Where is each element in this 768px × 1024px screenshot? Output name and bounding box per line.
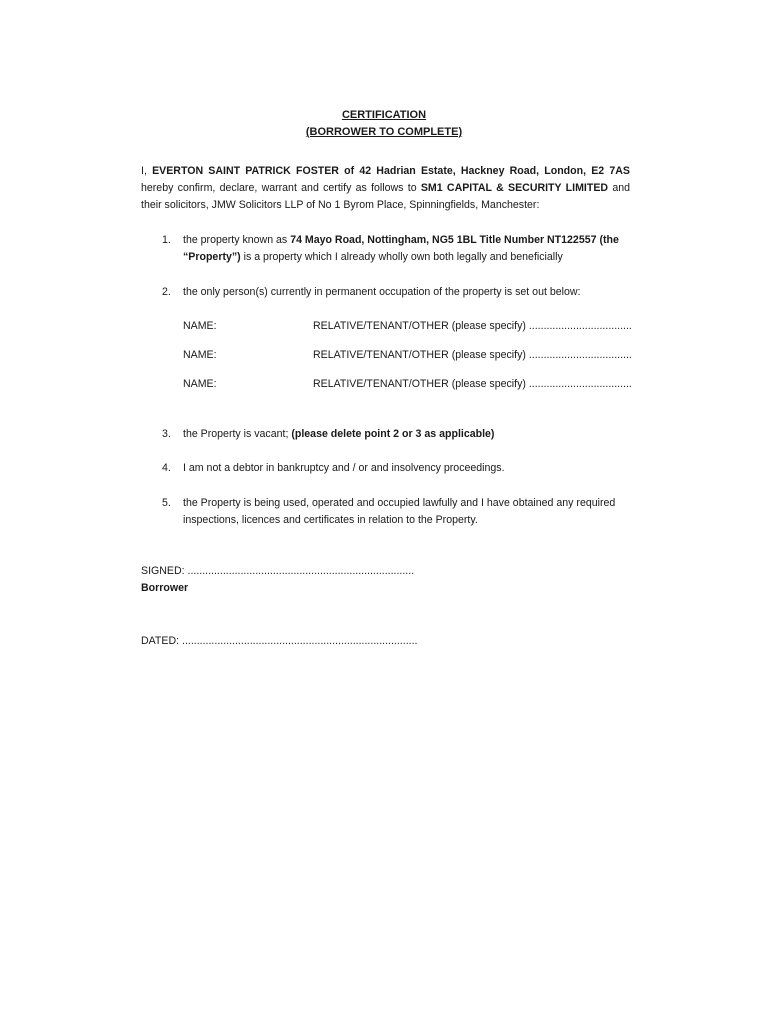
signer-role: Borrower <box>141 582 189 594</box>
item-number: 3. <box>162 428 171 440</box>
lender-name: SM1 CAPITAL & SECURITY LIMITED <box>420 182 609 194</box>
item-number: 4. <box>162 462 171 474</box>
borrower-details: EVERTON SAINT PATRICK FOSTER of 42 Hadrian Estate, Hackney Road, London, E2 7AS <box>152 165 630 177</box>
item-text <box>183 232 635 266</box>
dated-line: DATED: ................................................................................ <box>141 635 418 647</box>
intro-prefix: I, <box>141 165 153 177</box>
delete-note: (please delete point 2 or 3 as applicable) <box>291 428 495 440</box>
signed-line: SIGNED: ............................................................................. <box>141 565 415 577</box>
occupant-relation-field: RELATIVE/TENANT/OTHER (please specify) ................................... <box>313 349 632 361</box>
item-post: is a property which I already wholly own both legally and beneficially <box>240 251 563 263</box>
item-pre: the property known as <box>183 234 291 246</box>
occupant-name-label: NAME: <box>183 320 217 332</box>
item-text <box>183 426 635 443</box>
intro-suffix: and their solicitors, JMW Solicitors LLP of No 1 Byrom Place, Spinningfields, Manchester: <box>141 182 630 211</box>
item-text: the only person(s) currently in permanent occupation of the property is set out below: <box>183 286 581 298</box>
item-text: I am not a debtor in bankruptcy and / or and insolvency proceedings. <box>183 462 505 474</box>
item-pre: the Property is vacant; <box>183 428 292 440</box>
occupant-relation-field: RELATIVE/TENANT/OTHER (please specify) ................................... <box>313 378 632 390</box>
item-number: 5. <box>162 497 171 509</box>
occupant-name-label: NAME: <box>183 378 217 390</box>
intro-paragraph <box>141 163 630 214</box>
intro-middle: hereby confirm, declare, warrant and certify as follows to <box>141 182 421 194</box>
document-title: CERTIFICATION <box>341 109 427 121</box>
occupant-name-label: NAME: <box>183 349 217 361</box>
document-subtitle: (BORROWER TO COMPLETE) <box>305 126 463 138</box>
occupant-relation-field: RELATIVE/TENANT/OTHER (please specify) ................................... <box>313 320 632 332</box>
property-details: 74 Mayo Road, Nottingham, NG5 1BL Title Number NT122557 (the “Property”) <box>183 234 619 263</box>
item-number: 2. <box>162 286 171 298</box>
item-text: the Property is being used, operated and occupied lawfully and I have obtained any required inspections, licences and certificates in relation to the Property. <box>183 497 616 526</box>
item-number: 1. <box>162 234 171 246</box>
